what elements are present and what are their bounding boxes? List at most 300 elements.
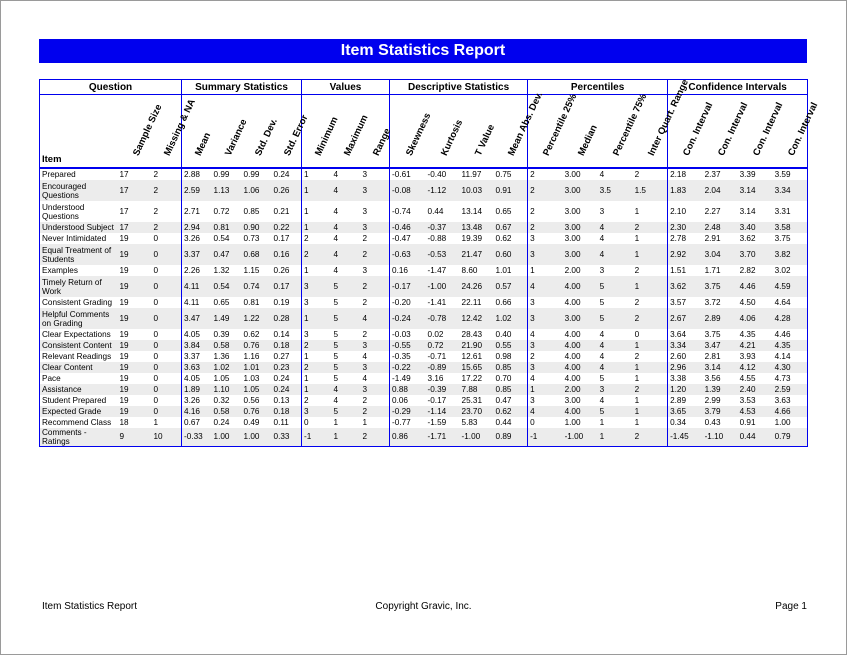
item-name-cell: Never Intimidated xyxy=(40,233,118,244)
value-cell: 3.26 xyxy=(182,395,212,406)
value-cell: 0.72 xyxy=(426,340,460,351)
value-cell: 1 xyxy=(332,428,361,447)
value-cell: 4.05 xyxy=(182,329,212,340)
value-cell: 3 xyxy=(528,244,563,265)
value-cell: 2 xyxy=(361,276,390,297)
item-name-cell: Comments - Ratings xyxy=(40,428,118,447)
value-cell: 0.47 xyxy=(495,395,512,405)
value-cell: 3 xyxy=(528,340,563,351)
value-cell: 1 xyxy=(634,417,640,427)
value-cell: 2.88 xyxy=(182,168,212,180)
value-cell: 0.06 xyxy=(390,395,426,406)
value-cell: 3.31 xyxy=(773,201,808,222)
value-cell: -0.78 xyxy=(426,308,460,329)
value-cell: 0.67 xyxy=(494,222,528,233)
value-cell: -0.35 xyxy=(390,351,426,362)
value-cell: 0.79 xyxy=(773,428,808,447)
value-cell: 0 xyxy=(153,233,159,243)
value-cell: 2 xyxy=(152,180,182,201)
value-cell: 3.02 xyxy=(773,265,808,276)
value-cell: 4.53 xyxy=(738,406,773,417)
value-cell: 1 xyxy=(528,265,563,276)
value-cell: 5 xyxy=(598,406,633,417)
value-cell: 0 xyxy=(153,297,159,307)
footer-center: Copyright Gravic, Inc. xyxy=(375,601,472,612)
value-cell: 4 xyxy=(332,222,361,233)
footer-left: Item Statistics Report xyxy=(42,601,138,612)
value-cell: 5 xyxy=(332,308,361,329)
value-cell: 0 xyxy=(528,417,563,428)
value-cell: 2 xyxy=(153,169,159,179)
value-cell: 3.37 xyxy=(182,244,212,265)
value-cell: 19 xyxy=(119,233,129,243)
value-cell: 0.99 xyxy=(243,169,260,179)
value-cell: 4 xyxy=(598,340,633,351)
value-cell: -0.17 xyxy=(390,276,426,297)
column-header: Maximum xyxy=(332,95,361,169)
value-cell: 5 xyxy=(598,276,633,297)
value-cell: 3 xyxy=(302,406,332,417)
value-cell: 4.46 xyxy=(773,329,808,340)
value-cell: 5 xyxy=(333,373,339,383)
column-header: Mean Abs. Dev. xyxy=(494,95,528,169)
value-cell: 5 xyxy=(332,276,361,297)
value-cell: 1 xyxy=(633,362,668,373)
value-cell: 3.59 xyxy=(773,168,808,180)
value-cell: 0.90 xyxy=(242,222,272,233)
table-row xyxy=(40,265,808,276)
value-cell: -0.20 xyxy=(390,297,426,308)
value-cell: 0.40 xyxy=(495,329,512,339)
value-cell: -1.49 xyxy=(390,373,426,384)
value-cell: 3.00 xyxy=(563,308,598,329)
value-cell: 0.76 xyxy=(242,340,272,351)
value-cell: 19 xyxy=(119,265,129,275)
table-row xyxy=(40,428,808,447)
column-header: Range xyxy=(361,95,390,169)
value-cell: -1.41 xyxy=(427,297,447,307)
value-cell: 0.72 xyxy=(213,206,230,216)
value-cell: 3.37 xyxy=(182,351,212,362)
value-cell: 3 xyxy=(361,384,390,395)
value-cell: 19 xyxy=(119,329,129,339)
group-descriptive-statistics: Descriptive Statistics xyxy=(390,80,528,95)
value-cell: 0.19 xyxy=(273,297,290,307)
value-cell: 2.89 xyxy=(703,308,738,329)
value-cell: 3 xyxy=(528,233,563,244)
value-cell: 1.03 xyxy=(243,373,260,383)
value-cell: 3 xyxy=(528,308,563,329)
value-cell: 0.26 xyxy=(272,180,302,201)
value-cell: 2.67 xyxy=(668,308,703,329)
value-cell: 4.50 xyxy=(739,297,756,307)
value-cell: 3.84 xyxy=(182,340,212,351)
value-cell: 0.28 xyxy=(272,308,302,329)
value-cell: 1 xyxy=(528,384,563,395)
value-cell: 3.00 xyxy=(564,233,581,243)
value-cell: 0.62 xyxy=(495,233,512,243)
value-cell: 2 xyxy=(634,297,640,307)
value-cell: 1.32 xyxy=(213,265,230,275)
item-name-cell: Understood Subject xyxy=(40,222,118,233)
column-header: Std. Error xyxy=(272,95,302,169)
value-cell: -0.22 xyxy=(390,362,426,373)
value-cell: 0.74 xyxy=(242,276,272,297)
value-cell: -1.59 xyxy=(427,417,447,427)
table-row xyxy=(40,276,808,297)
value-cell: 1 xyxy=(153,417,159,427)
value-cell: 2.78 xyxy=(668,233,703,244)
value-cell: 3.16 xyxy=(427,373,444,383)
value-cell: 3.26 xyxy=(182,233,212,244)
value-cell: 0 xyxy=(634,329,640,339)
value-cell: 0.39 xyxy=(213,329,230,339)
value-cell: 0.57 xyxy=(494,276,528,297)
value-cell: 2.10 xyxy=(668,201,703,222)
value-cell: 1.01 xyxy=(242,362,272,373)
value-cell: 3.65 xyxy=(668,406,703,417)
value-cell: 0.91 xyxy=(494,180,528,201)
table-row xyxy=(40,395,808,406)
value-cell: 1 xyxy=(599,417,605,427)
value-cell: 4 xyxy=(599,169,605,179)
value-cell: 5 xyxy=(599,297,605,307)
footer-right: Page 1 xyxy=(775,601,807,612)
value-cell: 19 xyxy=(118,384,152,395)
value-cell: 7.88 xyxy=(460,384,494,395)
value-cell: 4 xyxy=(361,308,390,329)
value-cell: 19 xyxy=(118,276,152,297)
value-cell: 1 xyxy=(302,308,332,329)
column-header: Missing & NA xyxy=(152,95,182,169)
value-cell: 0.81 xyxy=(243,297,260,307)
column-header: Kurtosis xyxy=(426,95,460,169)
value-cell: 0.44 xyxy=(738,428,773,447)
value-cell: 1.15 xyxy=(243,265,260,275)
value-cell: -0.29 xyxy=(390,406,426,417)
value-cell: 28.43 xyxy=(461,329,483,339)
column-header: Skewness xyxy=(390,95,426,169)
value-cell: -1.14 xyxy=(426,406,460,417)
value-cell: 3.14 xyxy=(738,180,773,201)
value-cell: 0.22 xyxy=(272,222,302,233)
value-cell: 4.21 xyxy=(738,340,773,351)
value-cell: 1.00 xyxy=(212,428,242,447)
value-cell: 3.34 xyxy=(668,340,703,351)
value-cell: 10.03 xyxy=(460,180,494,201)
value-cell: -0.47 xyxy=(390,233,426,244)
value-cell: 3.47 xyxy=(703,340,738,351)
table-row xyxy=(40,244,808,265)
value-cell: 2.96 xyxy=(668,362,703,373)
value-cell: 4.46 xyxy=(738,276,773,297)
group-values: Values xyxy=(302,80,390,95)
value-cell: 0.68 xyxy=(242,244,272,265)
value-cell: 0.24 xyxy=(213,417,230,427)
value-cell: 3 xyxy=(361,362,390,373)
value-cell: 1.51 xyxy=(668,265,703,276)
value-cell: -1.47 xyxy=(427,265,447,275)
value-cell: 4.00 xyxy=(564,329,581,339)
value-cell: 0.13 xyxy=(273,395,290,405)
value-cell: 19 xyxy=(118,406,152,417)
value-cell: 19 xyxy=(118,244,152,265)
value-cell: 0.33 xyxy=(272,428,302,447)
value-cell: 1 xyxy=(633,244,668,265)
value-cell: 0.47 xyxy=(212,244,242,265)
value-cell: 0 xyxy=(152,276,182,297)
value-cell: 1 xyxy=(302,168,332,180)
value-cell: 13.14 xyxy=(461,206,483,216)
value-cell: 1.05 xyxy=(242,384,272,395)
value-cell: 3.70 xyxy=(738,244,773,265)
value-cell: 4.64 xyxy=(773,297,808,308)
value-cell: 4.73 xyxy=(773,373,808,384)
value-cell: 25.31 xyxy=(461,395,483,405)
value-cell: 3 xyxy=(361,180,390,201)
value-cell: 4 xyxy=(598,244,633,265)
value-cell: 0.27 xyxy=(273,351,290,361)
group-header-row xyxy=(40,80,808,95)
value-cell: 18 xyxy=(119,417,129,427)
value-cell: 0.24 xyxy=(272,384,302,395)
item-name-cell: Equal Treatment of Students xyxy=(40,244,118,265)
value-cell: 19 xyxy=(118,308,152,329)
value-cell: 0.81 xyxy=(212,222,242,233)
value-cell: 5 xyxy=(332,406,361,417)
value-cell: 0.18 xyxy=(272,340,302,351)
value-cell: 8.60 xyxy=(461,265,478,275)
value-cell: -1.71 xyxy=(426,428,460,447)
value-cell: 3.72 xyxy=(704,297,721,307)
value-cell: 0.49 xyxy=(243,417,260,427)
table-row xyxy=(40,406,808,417)
value-cell: 2.00 xyxy=(564,265,581,275)
column-header: Mean xyxy=(182,95,212,169)
value-cell: 1.00 xyxy=(773,417,808,428)
value-cell: -0.71 xyxy=(427,351,447,361)
value-cell: 4 xyxy=(528,406,563,417)
table-row xyxy=(40,384,808,395)
value-cell: 2.00 xyxy=(563,384,598,395)
item-name-cell: Prepared xyxy=(40,168,118,180)
column-header: Con. Interval xyxy=(738,95,773,169)
value-cell: 0 xyxy=(153,265,159,275)
value-cell: -0.03 xyxy=(390,329,426,340)
value-cell: 0.86 xyxy=(390,428,426,447)
value-cell: 19 xyxy=(118,340,152,351)
value-cell: 22.11 xyxy=(461,297,482,307)
value-cell: 0.88 xyxy=(390,384,426,395)
value-cell: 4.16 xyxy=(182,406,212,417)
value-cell: 2 xyxy=(362,329,368,339)
value-cell: -0.24 xyxy=(390,308,426,329)
value-cell: 4.14 xyxy=(773,351,808,362)
value-cell: 0.02 xyxy=(427,329,444,339)
value-cell: 3.5 xyxy=(598,180,633,201)
table-row xyxy=(40,351,808,362)
value-cell: 4 xyxy=(599,329,605,339)
value-cell: 1 xyxy=(633,406,668,417)
value-cell: 4 xyxy=(599,395,605,405)
value-cell: 4 xyxy=(599,233,605,243)
value-cell: 3 xyxy=(361,340,390,351)
value-cell: 2.59 xyxy=(773,384,808,395)
value-cell: 0 xyxy=(152,308,182,329)
item-name-cell: Clear Content xyxy=(40,362,118,373)
value-cell: 3.00 xyxy=(563,180,598,201)
value-cell: 2 xyxy=(153,206,159,216)
value-cell: 0.58 xyxy=(212,406,242,417)
table-row xyxy=(40,222,808,233)
value-cell: 2.59 xyxy=(182,180,212,201)
value-cell: 2.82 xyxy=(739,265,756,275)
value-cell: 1 xyxy=(302,265,332,276)
value-cell: 0.60 xyxy=(494,244,528,265)
value-cell: 4 xyxy=(332,180,361,201)
group-percentiles: Percentiles xyxy=(528,80,668,95)
value-cell: 2 xyxy=(152,222,182,233)
value-cell: -1 xyxy=(528,428,563,447)
value-cell: 0 xyxy=(153,351,159,361)
value-cell: 2 xyxy=(302,395,332,406)
value-cell: 0 xyxy=(153,329,159,339)
group-summary-statistics: Summary Statistics xyxy=(182,80,302,95)
value-cell: -0.33 xyxy=(182,428,212,447)
value-cell: 3.63 xyxy=(182,362,212,373)
value-cell: 0.21 xyxy=(273,206,290,216)
value-cell: 3.62 xyxy=(668,276,703,297)
value-cell: 2 xyxy=(361,244,390,265)
value-cell: 1 xyxy=(302,373,332,384)
item-name-cell: Relevant Readings xyxy=(40,351,118,362)
value-cell: 17 xyxy=(119,206,129,216)
value-cell: 4 xyxy=(333,206,339,216)
column-header: Variance xyxy=(212,95,242,169)
value-cell: 10 xyxy=(152,428,182,447)
value-cell: 1.22 xyxy=(242,308,272,329)
value-cell: 2 xyxy=(361,428,390,447)
value-cell: 3.93 xyxy=(739,351,756,361)
value-cell: 4.66 xyxy=(773,406,808,417)
value-cell: 0.85 xyxy=(494,384,528,395)
value-cell: 0.11 xyxy=(273,417,289,427)
value-cell: 0.85 xyxy=(243,206,260,216)
item-name-cell: Examples xyxy=(40,265,118,276)
value-cell: 2 xyxy=(633,428,668,447)
value-cell: 0.54 xyxy=(213,233,230,243)
value-cell: 21.47 xyxy=(460,244,494,265)
value-cell: 0.89 xyxy=(494,428,528,447)
column-header: Con. Interval xyxy=(773,95,808,169)
value-cell: 0.17 xyxy=(273,233,290,243)
table-body xyxy=(40,168,808,447)
value-cell: 3.62 xyxy=(739,233,756,243)
value-cell: 1.89 xyxy=(182,384,212,395)
value-cell: 1 xyxy=(302,201,332,222)
value-cell: 3.47 xyxy=(182,308,212,329)
value-cell: 4.00 xyxy=(564,373,581,383)
value-cell: 0.32 xyxy=(213,395,230,405)
value-cell: 1 xyxy=(634,395,640,405)
value-cell: 0 xyxy=(302,417,332,428)
value-cell: 0.99 xyxy=(213,169,230,179)
value-cell: 1 xyxy=(333,417,339,427)
value-cell: 5 xyxy=(599,373,605,383)
value-cell: 5 xyxy=(333,297,339,307)
value-cell: 2 xyxy=(528,351,563,362)
value-cell: 19.39 xyxy=(461,233,483,243)
value-cell: -0.46 xyxy=(390,222,426,233)
value-cell: 0.85 xyxy=(494,362,528,373)
value-cell: 3.14 xyxy=(703,362,738,373)
value-cell: 1 xyxy=(598,428,633,447)
value-cell: 3 xyxy=(599,206,605,216)
item-name-cell: Consistent Grading xyxy=(40,297,118,308)
value-cell: 3.75 xyxy=(704,329,721,339)
value-cell: 1.00 xyxy=(242,428,272,447)
value-cell: 1.01 xyxy=(495,265,512,275)
value-cell: 0.73 xyxy=(243,233,260,243)
item-name-cell: Encouraged Questions xyxy=(40,180,118,201)
value-cell: 3 xyxy=(361,222,390,233)
value-cell: -0.55 xyxy=(390,340,426,351)
value-cell: 4.11 xyxy=(182,276,212,297)
value-cell: 0 xyxy=(153,395,159,405)
value-cell: 4 xyxy=(598,362,633,373)
value-cell: 2 xyxy=(302,233,332,244)
column-header: Con. Interval xyxy=(668,95,703,169)
table-row xyxy=(40,417,808,428)
item-statistics-table xyxy=(39,77,821,447)
value-cell: 2 xyxy=(634,169,640,179)
report-title: Item Statistics Report xyxy=(39,39,807,63)
value-cell: -1.45 xyxy=(668,428,703,447)
value-cell: 24.26 xyxy=(460,276,494,297)
value-cell: 5 xyxy=(333,351,339,361)
value-cell: 1 xyxy=(302,180,332,201)
table-row xyxy=(40,340,808,351)
value-cell: 2 xyxy=(302,244,332,265)
value-cell: 5 xyxy=(333,329,339,339)
value-cell: 0.54 xyxy=(212,276,242,297)
value-cell: 1 xyxy=(362,417,368,427)
value-cell: -1.12 xyxy=(426,180,460,201)
table-row xyxy=(40,180,808,201)
column-header-item: Item xyxy=(40,95,118,169)
value-cell: 0.16 xyxy=(390,265,426,276)
value-cell: -1.10 xyxy=(703,428,738,447)
table-row xyxy=(40,308,808,329)
column-header: Std. Dev. xyxy=(242,95,272,169)
column-header: Minimum xyxy=(302,95,332,169)
value-cell: 0.56 xyxy=(243,395,260,405)
value-cell: 0.17 xyxy=(272,276,302,297)
table-row xyxy=(40,373,808,384)
value-cell: 2.18 xyxy=(668,168,703,180)
value-cell: 1 xyxy=(633,340,668,351)
table-row xyxy=(40,233,808,244)
item-name-cell: Timely Return of Work xyxy=(40,276,118,297)
value-cell: 0.44 xyxy=(495,417,512,427)
value-cell: 2.99 xyxy=(704,395,721,405)
value-cell: 2 xyxy=(302,340,332,351)
value-cell: 2 xyxy=(634,265,640,275)
value-cell: 3 xyxy=(528,362,563,373)
value-cell: 3 xyxy=(302,329,332,340)
value-cell: 4.12 xyxy=(738,362,773,373)
value-cell: -0.39 xyxy=(426,384,460,395)
